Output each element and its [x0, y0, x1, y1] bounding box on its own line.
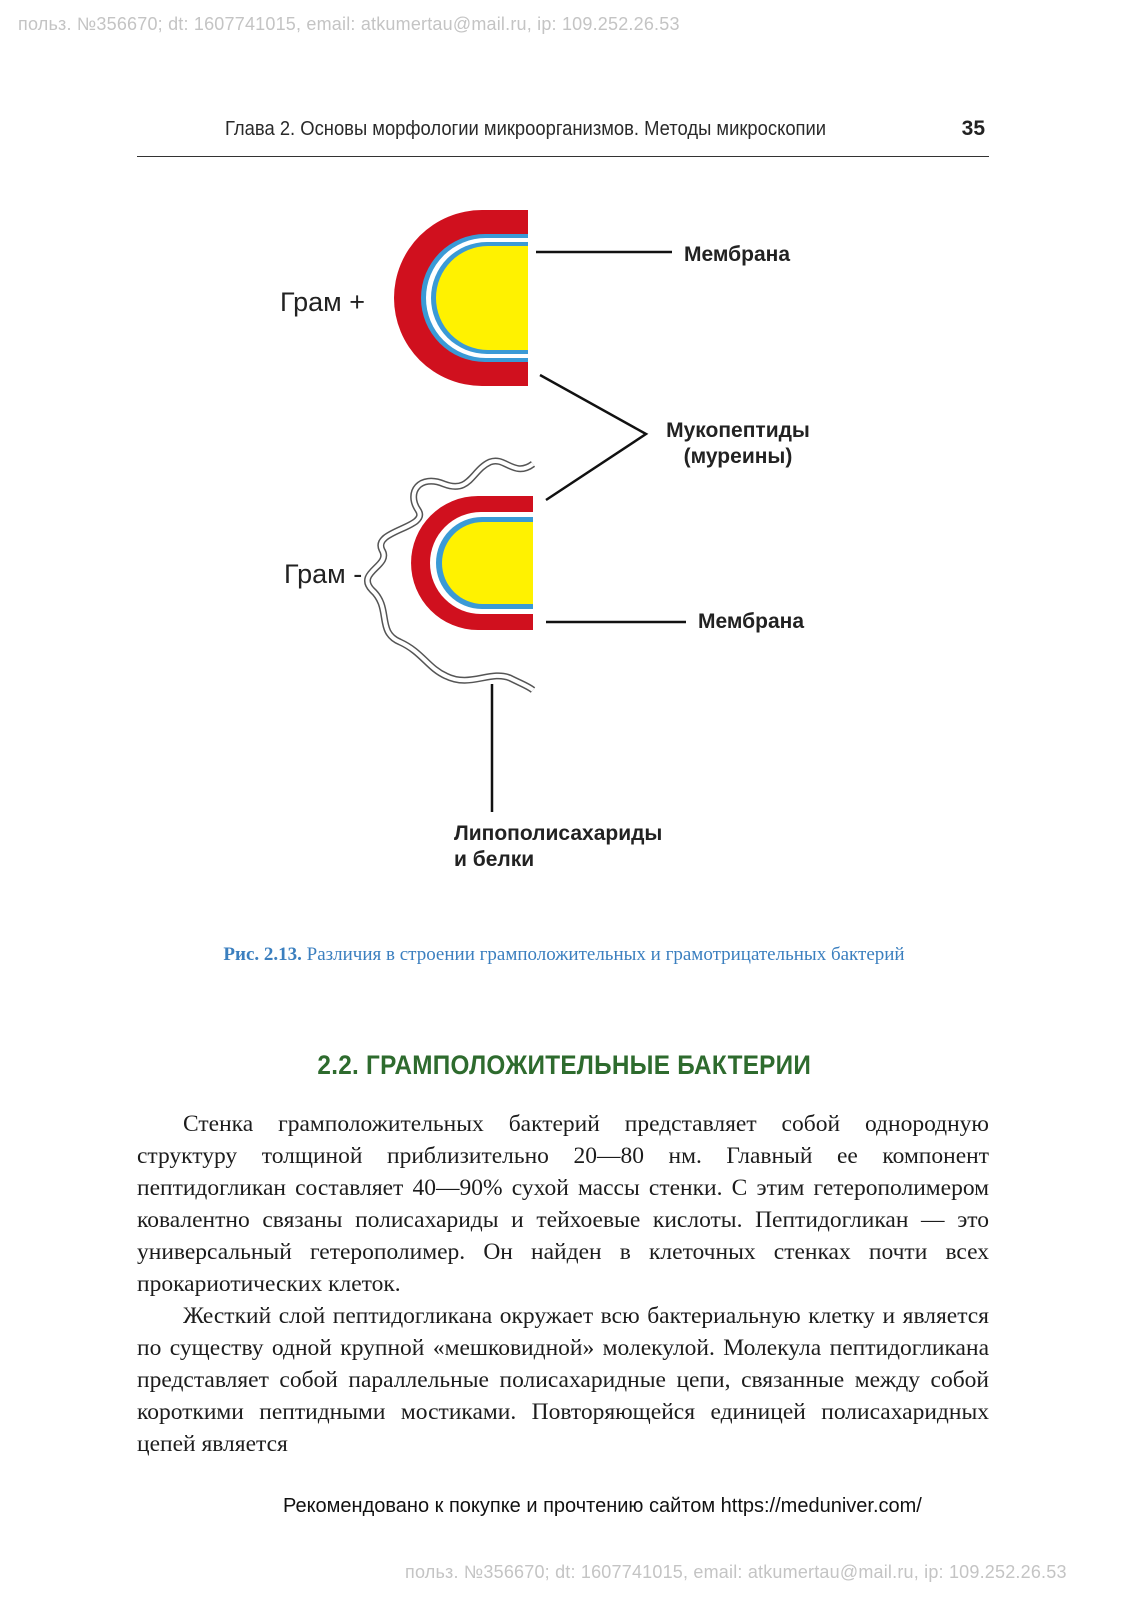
page-number: 35	[961, 117, 985, 140]
gram-positive-cell	[394, 210, 528, 386]
section-heading-text: 2.2. ГРАМПОЛОЖИТЕЛЬНЫЕ БАКТЕРИИ	[317, 1050, 811, 1080]
label-proteins: и белки	[454, 848, 535, 871]
label-membrane-top: Мембрана	[684, 243, 790, 266]
paragraph: Стенка грамположительных бактерий представляет собой однородную структуру толщиной приблизительно 20—80 нм. Главный ее компонент пептидогликан составляет 40—90% сухой массы стенки. С этим гетерополимером ковалентно связаны полисахариды и тейхоевые кислоты. Пептидогликан — это универсальный гетерополимер. Он найден в клеточных стенках почти всех прокариотических клеток.	[137, 1111, 989, 1297]
label-gram-negative: Грам -	[284, 559, 363, 589]
figure-caption	[0, 944, 1128, 966]
label-mucopeptides: Мукопептиды	[666, 419, 810, 442]
gram-negative-cytoplasm	[442, 522, 533, 604]
label-gram-positive: Грам +	[280, 287, 365, 317]
body-text	[137, 1108, 989, 1460]
figure-caption-number: Рис. 2.13.	[223, 944, 302, 965]
watermark-bottom: польз. №356670; dt: 1607741015, email: atkumertau@mail.ru, ip: 109.252.26.53	[405, 1562, 1067, 1582]
footer-recommendation: Рекомендовано к покупке и прочтению сайтом https://meduniver.com/	[283, 1495, 922, 1517]
gram-negative-cell	[411, 496, 533, 630]
paragraph: Жесткий слой пептидогликана окружает всю бактериальную клетку и является по существу одной крупной «мешковидной» молекулой. Молекула пептидогликана представляет собой параллельные полисахаридные цепи, связанные между собой короткими пептидными мостиками. Повторяющейся единицей полисахаридных цепей является	[137, 1303, 989, 1457]
leader-mucopeptides	[540, 375, 646, 500]
label-lipopolysaccharides: Липополисахариды	[454, 822, 663, 845]
label-mureins: (муреины)	[683, 445, 793, 468]
chapter-title: Глава 2. Основы морфологии микроорганизмов. Методы микроскопии	[225, 118, 827, 140]
watermark-top: польз. №356670; dt: 1607741015, email: atkumertau@mail.ru, ip: 109.252.26.53	[18, 14, 680, 34]
figure-caption-text: Различия в строении грамположительных и грамотрицательных бактерий	[306, 944, 905, 965]
section-heading	[0, 1050, 1128, 1081]
label-membrane-bottom: Мембрана	[698, 610, 804, 633]
